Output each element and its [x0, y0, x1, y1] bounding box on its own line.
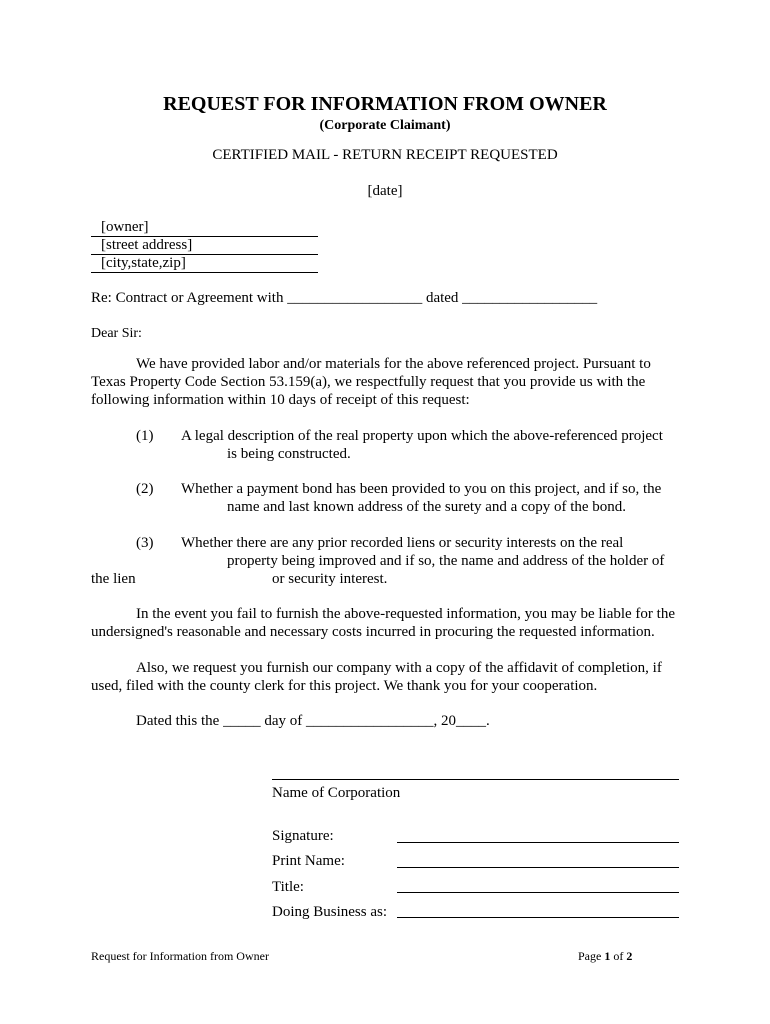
document-title: REQUEST FOR INFORMATION FROM OWNER: [163, 93, 607, 115]
intro-line-1: We have provided labor and/or materials for the above referenced project. Pursuant to: [136, 356, 651, 372]
liability-line-1: In the event you fail to furnish the above-requested information, you may be liable for the: [136, 606, 675, 622]
date-placeholder: [date]: [367, 183, 403, 199]
recipient-city: [91, 255, 318, 273]
mail-notice: CERTIFIED MAIL - RETURN RECEIPT REQUESTED: [212, 147, 558, 163]
dba-label: Doing Business as:: [272, 904, 388, 920]
recipient-street: [91, 237, 318, 255]
intro-line-2: Texas Property Code Section 53.159(a), we respectfully request that you provide us with the: [91, 374, 646, 390]
recipient-city-text: [city,state,zip]: [101, 255, 186, 271]
footer-page-current: 1: [604, 949, 611, 963]
footer-doc-name: Request for Information from Owner: [91, 949, 269, 963]
item-3-line-3a: the lien: [91, 571, 136, 587]
item-1-number: (1): [136, 428, 154, 444]
item-3-line-2: property being improved and if so, the name and address of the holder of: [227, 553, 665, 569]
re-line: Re: Contract or Agreement with __________________ dated __________________: [91, 290, 598, 306]
footer-page-number: [578, 949, 632, 964]
recipient-street-text: [street address]: [101, 237, 193, 253]
item-1-line-1: A legal description of the real property upon which the above-referenced project: [181, 428, 663, 444]
footer-page-word: Page: [578, 949, 602, 963]
intro-line-3: following information within 10 days of receipt of this request:: [91, 392, 470, 408]
item-2-number: (2): [136, 481, 154, 497]
corporation-label: Name of Corporation: [272, 785, 401, 801]
item-2-line-2: name and last known address of the surety and a copy of the bond.: [227, 499, 627, 515]
footer-page-of: of: [613, 949, 624, 963]
signature-label: Signature:: [272, 828, 334, 844]
dba-line: [397, 917, 679, 918]
recipient-owner: [91, 219, 318, 237]
corporation-name-line: [272, 779, 679, 780]
affidavit-line-2: used, filed with the county clerk for this project. We thank you for your cooperation.: [91, 678, 598, 694]
title-label: Title:: [272, 879, 304, 895]
signature-line: [397, 842, 679, 843]
item-2-line-1: Whether a payment bond has been provided to you on this project, and if so, the: [181, 481, 662, 497]
item-3-line-3b: or security interest.: [272, 571, 388, 587]
recipient-owner-text: [owner]: [101, 219, 149, 235]
item-3-number: (3): [136, 535, 154, 551]
dated-line: Dated this the _____ day of _________________, 20____.: [136, 713, 490, 729]
footer-page-total: 2: [626, 949, 633, 963]
salutation: Dear Sir:: [91, 326, 142, 341]
liability-line-2: undersigned's reasonable and necessary costs incurred in procuring the requested information.: [91, 624, 655, 640]
print-name-line: [397, 867, 679, 868]
item-1-line-2: is being constructed.: [227, 446, 351, 462]
item-3-line-1: Whether there are any prior recorded liens or security interests on the real: [181, 535, 624, 551]
title-line: [397, 892, 679, 893]
document-subtitle: (Corporate Claimant): [319, 118, 451, 133]
print-name-label: Print Name:: [272, 853, 345, 869]
affidavit-line-1: Also, we request you furnish our company with a copy of the affidavit of completion, if: [136, 660, 662, 676]
